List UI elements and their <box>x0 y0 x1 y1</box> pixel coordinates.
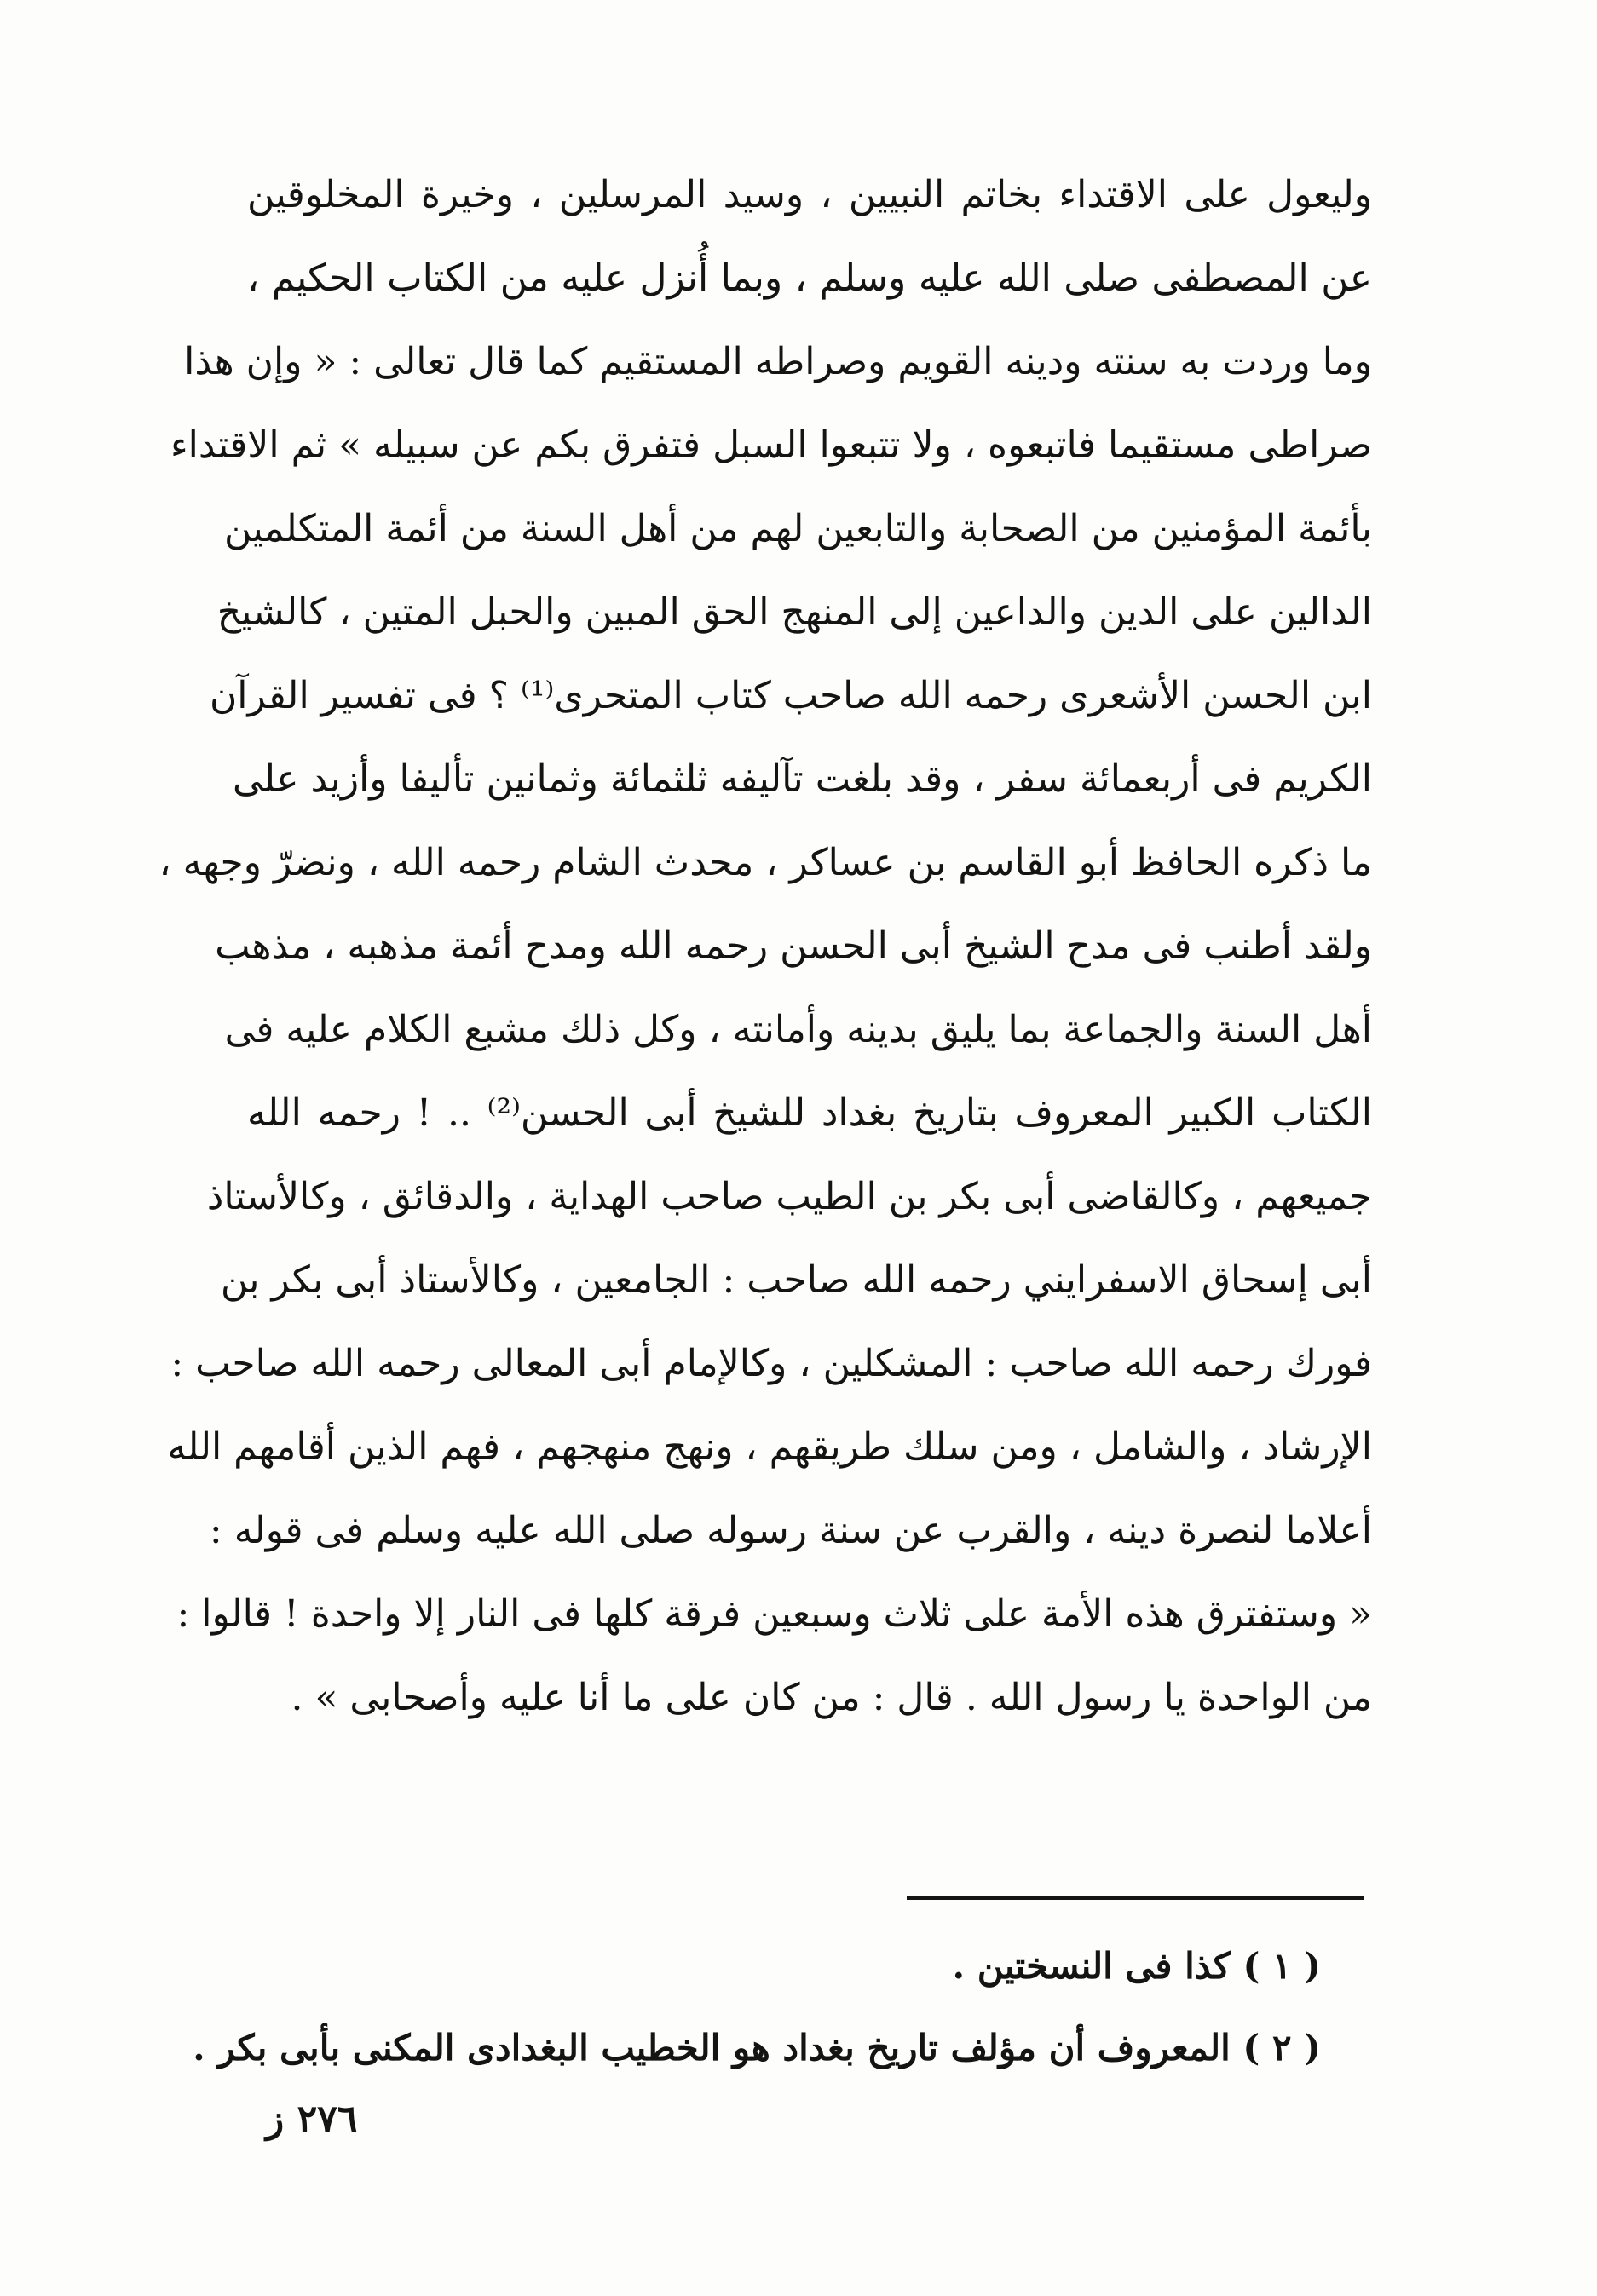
text-line: بأئمة المؤمنين من الصحابة والتابعين لهم من أهل السنة من أئمة المتكلمين <box>223 507 1372 550</box>
text-line: جميعهم ، وكالقاضى أبى بكر بن الطيب صاحب الهداية ، والدقائق ، وكالأستاذ <box>206 1175 1372 1218</box>
text-line: الإرشاد ، والشامل ، ومن سلك طريقهم ، ونهج منهجهم ، فهم الذين أقامهم الله <box>167 1425 1372 1469</box>
text-line: الكريم فى أربعمائة سفر ، وقد بلغت تآليفه ثلثمائة وثمانين تأليفا وأزيد على <box>233 757 1372 801</box>
text-line: عن المصطفى صلى الله عليه وسلم ، وبما أُنزل عليه من الكتاب الحكيم ، <box>247 256 1372 300</box>
text-line: صراطى مستقيما فاتبعوه ، ولا تتبعوا السبل فتفرق بكم عن سبيله » ثم الاقتداء <box>170 423 1372 467</box>
text-line: ما ذكره الحافظ أبو القاسم بن عساكر ، محدث الشام رحمه الله ، ونضرّ وجهه ، <box>159 841 1372 884</box>
text-line: أعلاما لنصرة دينه ، والقرب عن سنة رسوله صلى الله عليه وسلم فى قوله : <box>209 1509 1372 1552</box>
footnote-separator <box>907 1896 1364 1900</box>
signature-mark: ٢٧٦ ز <box>266 2097 358 2141</box>
footnotes <box>193 1925 1321 2089</box>
text-line: « وستفترق هذه الأمة على ثلاث وسبعين فرقة كلها فى النار إلا واحدة ! قالوا : <box>176 1592 1372 1636</box>
footnote-2: ( ٢ ) المعروف أن مؤلف تاريخ بغداد هو الخطيب البغدادى المكنى بأبى بكر . <box>193 2027 1321 2069</box>
text-line: فورك رحمه الله صاحب : المشكلين ، وكالإمام أبى المعالى رحمه الله صاحب : <box>170 1342 1372 1385</box>
main-text-block <box>159 153 1373 1740</box>
text-line: الدالين على الدين والداعين إلى المنهج الحق المبين والحبل المتين ، كالشيخ <box>216 590 1372 634</box>
text-line: أبى إسحاق الاسفرايني رحمه الله صاحب : الجامعين ، وكالأستاذ أبى بكر بن <box>220 1258 1372 1302</box>
text-line: ابن الحسن الأشعرى رحمه الله صاحب كتاب المتحرى⁽¹⁾ ؟ فى تفسير القرآن <box>209 674 1372 717</box>
text-line: أهل السنة والجماعة بما يليق بدينه وأمانته ، وكل ذلك مشبع الكلام عليه فى <box>224 1008 1372 1051</box>
footnote-1: ( ١ ) كذا فى النسختين . <box>952 1945 1321 1987</box>
text-line: وليعول على الاقتداء بخاتم النبيين ، وسيد المرسلين ، وخيرة المخلوقين <box>247 173 1372 216</box>
text-line: الكتاب الكبير المعروف بتاريخ بغداد للشيخ أبى الحسن⁽²⁾ .. ! رحمه الله <box>247 1091 1373 1135</box>
text-line: من الواحدة يا رسول الله . قال : من كان على ما أنا عليه وأصحابى » . <box>291 1676 1372 1719</box>
text-line: وما وردت به سنته ودينه القويم وصراطه المستقيم كما قال تعالى : « وإن هذا <box>184 340 1372 383</box>
text-line: ولقد أطنب فى مدح الشيخ أبى الحسن رحمه الله ومدح أئمة مذهبه ، مذهب <box>215 924 1372 968</box>
